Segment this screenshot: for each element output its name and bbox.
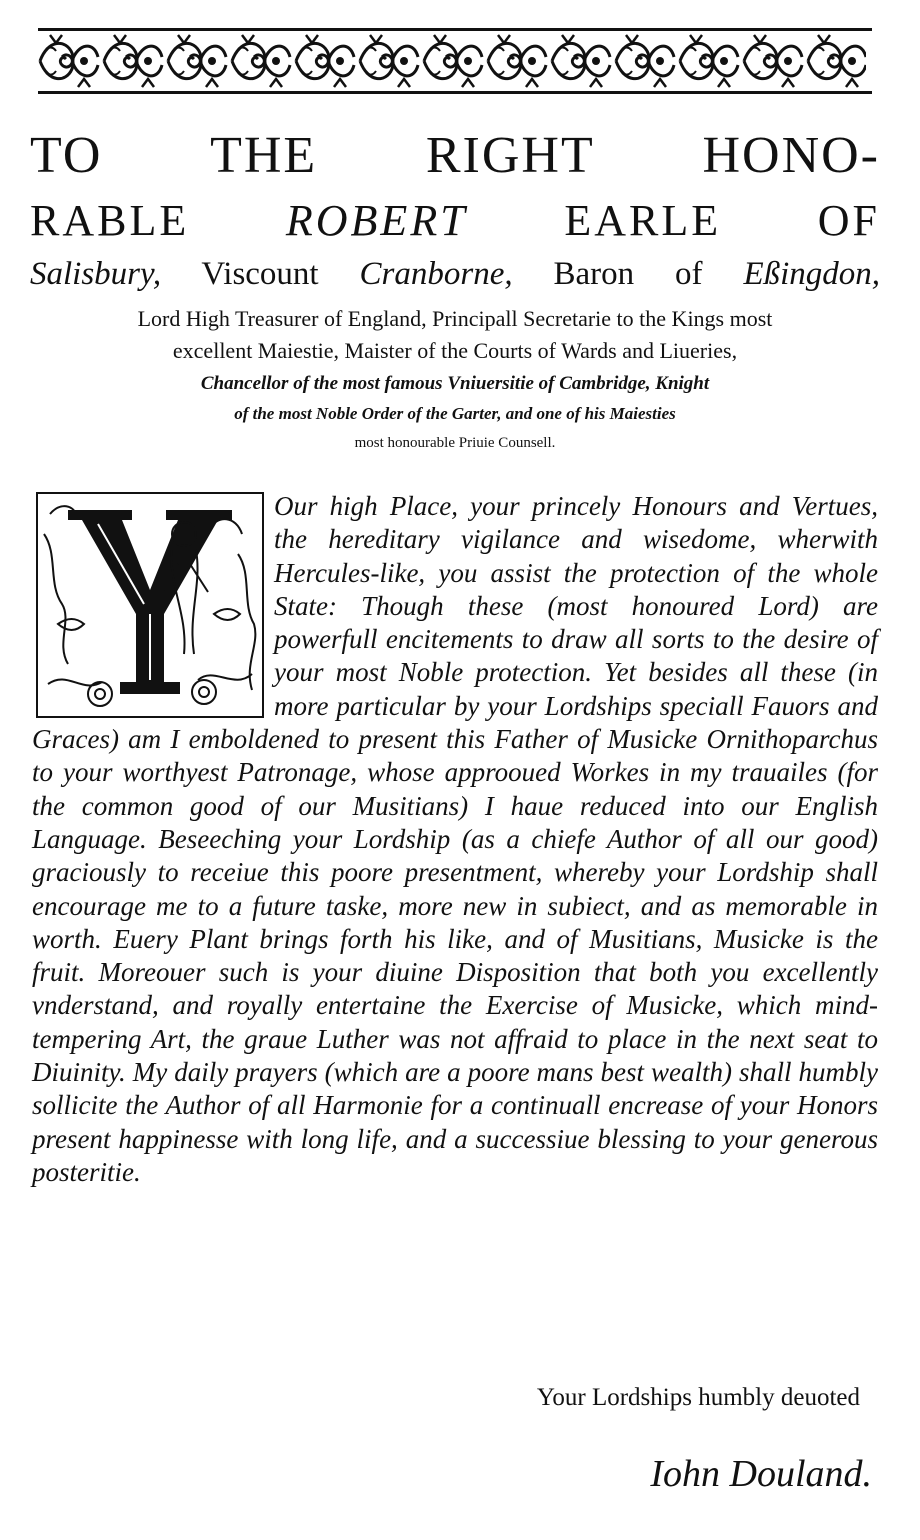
titles-line-2: excellent Maiestie, Maister of the Courts of Wards and Liueries, [172,338,738,363]
floral-ornament-band [38,31,866,91]
decorative-border-band [38,28,872,94]
titles-line-1: Lord High Treasurer of England, Principall Secretarie to the Kings most [137,306,773,331]
titles-line-5: most honourable Priuie Counsell. [354,435,556,451]
heading-text-1: TO THE RIGHT HONO- [30,127,880,184]
heading-line-2 [30,192,880,250]
heading-word-viscount: Viscount [201,256,319,292]
dedication-body: Our high Place, your princely Honours and Vertues, the hereditary vigilance and wisedome, wherwith Hercules-like, you assist the protection of the whole State: Though these (most honoured Lord) are powerfull encitements to draw all sorts to the desire of your most Noble protection. Yet besides all these (in more particular by your Lordships speciall Fauors and Graces) am I emboldened to present this Father of Musicke Ornithoparchus to your worthyest Patronage, whose approoued Workes in my trauailes (for the common good of our Musitians) I haue reduced into our English Language. Beseeching your Lordship (as a chiefe Author of all our good) graciously to receiue this poore presentment, whereby your Lordship shall encourage me to a future taske, more new in subiect, and as memorable in worth. Euery Plant brings forth his like, and of Musitians, Musicke is the fruit. Moreouer such is your diuine Disposition that both you excellently vnderstand, and royally entertaine the Exercise of Musicke, which mind-tempering Art, the graue Luther was not affraid to place in the next seat to Diuinity. My daily prayers (which are a poore mans best wealth) shall humbly sollicite the Author of all Harmonie for a continuall encrease of your Honors present happinesse with long life, and a successiue blessing to your generous posteritie. [32,491,878,1187]
heading-word-baron-of: Baron of [553,256,703,292]
heading-line-3 [30,250,880,298]
heading-word-essingdon: Eßingdon, [743,256,880,292]
heading-word-salisbury: Salisbury, [30,256,162,292]
closing-line: Your Lordships humbly deuoted [536,1384,860,1411]
heading-word-rable: RABLE [30,196,190,245]
signature: Iohn Douland. [650,1453,872,1495]
heading-word-robert: ROBERT [285,196,468,245]
heading-word-earle-of: EARLE OF [564,196,880,245]
heading-word-cranborne: Cranborne, [359,256,513,292]
titles-line-4: of the most Noble Order of the Garter, and one of his Maiesties [234,404,676,423]
titles-line-3: Chancellor of the most famous Vniuersitie of Cambridge, Knight [200,373,710,394]
heading-line-1 [30,124,880,188]
